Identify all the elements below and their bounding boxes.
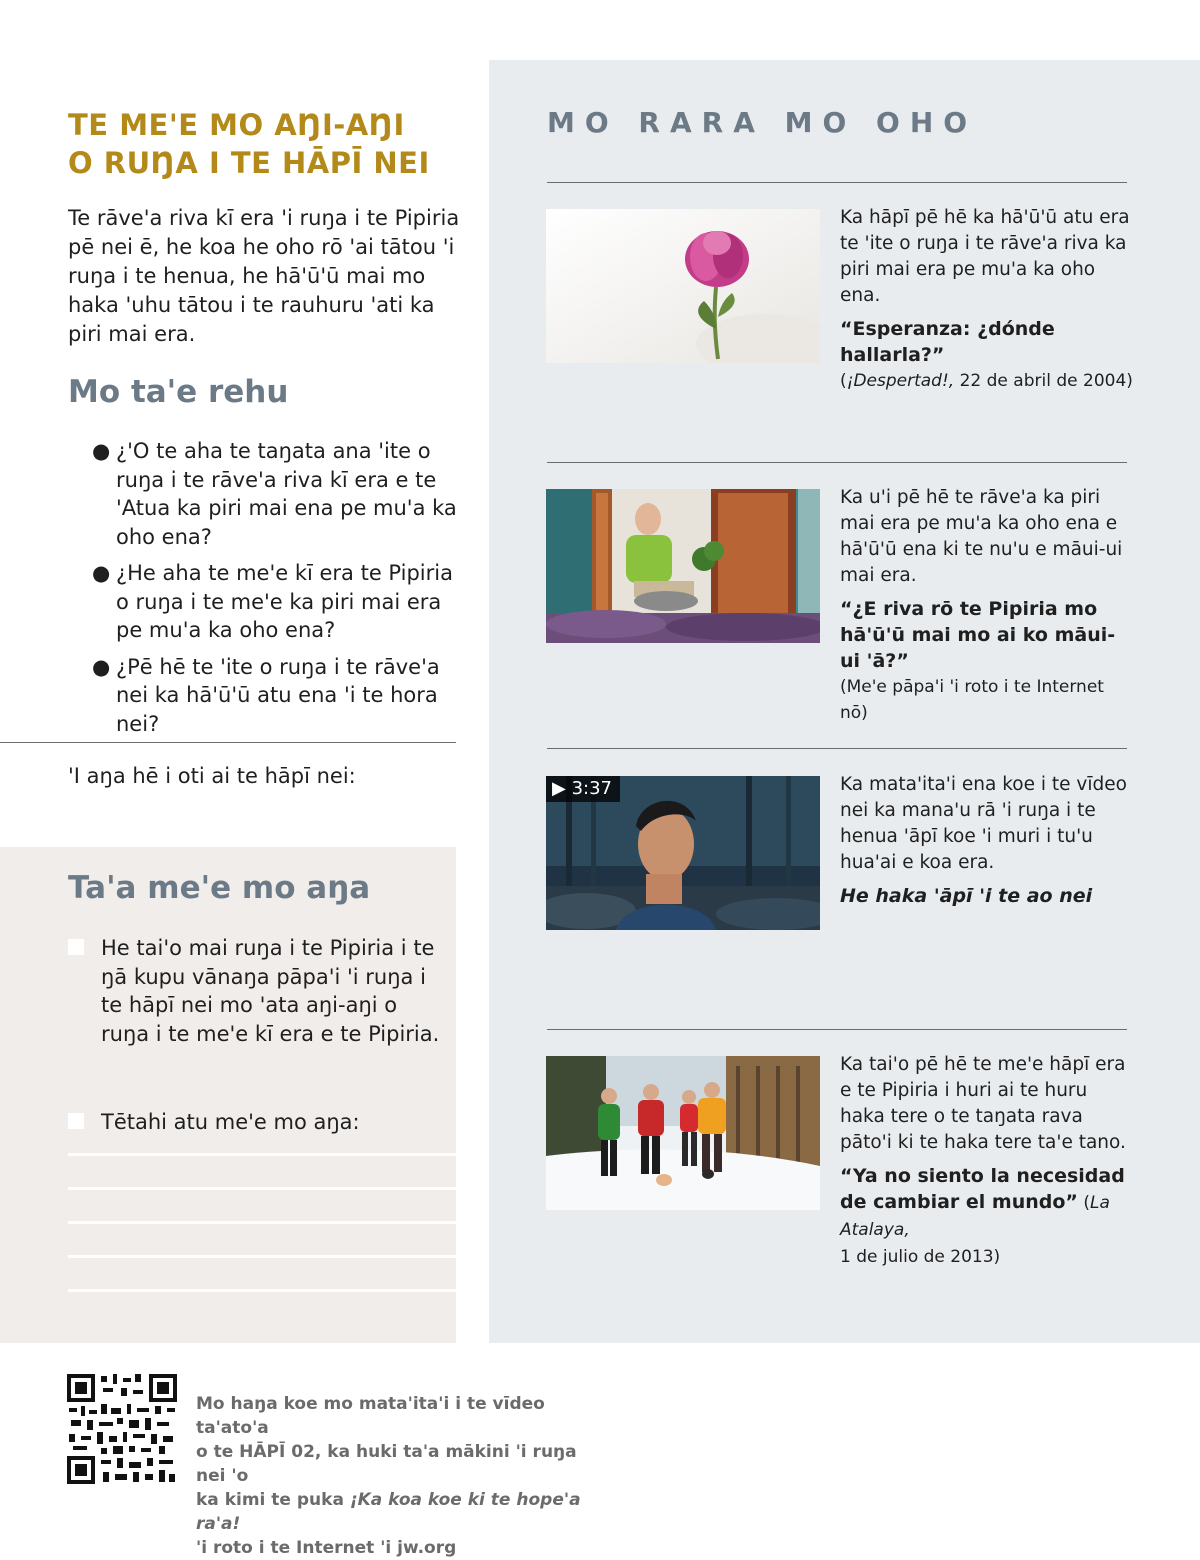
homework-checkbox[interactable]: [68, 1113, 84, 1129]
homework-heading: Ta'a me'e mo aŋa: [68, 870, 371, 906]
video-duration-badge: ▶ 3:37: [546, 776, 620, 802]
resource-4: [840, 1052, 1130, 1270]
play-icon: ▶: [552, 778, 566, 799]
resource-description: Ka u'i pē hē te rāve'a ka piri mai era pe mu'a ka oho ena e hā'ū'ū ena ki te nu'u e māui-ui mai era.: [840, 487, 1123, 586]
resource-2: [840, 485, 1130, 726]
resource-description: Ka mata'ita'i ena koe i te vīdeo nei ka mana'u rā 'i ruŋa i te henua 'āpī koe 'i muri i tu'u hua'ai e koa era.: [840, 774, 1127, 873]
snow-walk-thumbnail[interactable]: [546, 1056, 820, 1210]
flower-thumbnail[interactable]: [546, 209, 820, 363]
bullet-icon: ●: [92, 654, 111, 679]
homework-item: Tētahi atu me'e mo aŋa:: [101, 1110, 360, 1134]
review-question: ● ¿'O te aha te taŋata ana 'ite o ruŋa i te rāve'a riva kī era e te 'Atua ka piri mai ena pe mu'a ka oho ena?: [92, 439, 457, 549]
explore-heading: MO RARA MO OHO: [547, 106, 978, 139]
divider: [547, 748, 1127, 749]
resource-source: (¡Despertad!, 22 de abril de 2004): [840, 371, 1133, 391]
writing-line[interactable]: [68, 1289, 456, 1292]
review-question-list: [92, 437, 472, 746]
bullet-icon: ●: [92, 439, 111, 463]
bullet-icon: ●: [92, 561, 111, 585]
review-question: ● ¿Pē hē te 'ite o ruŋa i te rāve'a nei ka hā'ū'ū atu ena 'i te hora nei?: [92, 654, 440, 736]
writing-line[interactable]: [68, 1221, 456, 1224]
homework-box: [0, 847, 456, 1343]
qr-code[interactable]: [67, 1374, 177, 1484]
date-studied-label: 'I aŋa hē i oti ai te hāpī nei:: [68, 764, 356, 788]
writing-line[interactable]: [68, 1187, 456, 1190]
resource-title-with-source[interactable]: “Ya no siento la necesidad de cambiar el mundo” (La Atalaya, 1 de julio de 2013): [840, 1165, 1125, 1267]
divider: [0, 742, 456, 743]
man-in-wheelchair-thumbnail[interactable]: [546, 489, 820, 643]
resource-description: Ka hāpī pē hē ka hā'ū'ū atu era te 'ite o ruŋa i te rāve'a riva ka piri mai era pe mu'a ka oho ena.: [840, 207, 1130, 306]
writing-line[interactable]: [68, 1153, 456, 1156]
resource-description: Ka tai'o pē hē te me'e hāpī era e te Pipiria i huri ai te huru haka tere o te taŋata rava pāto'i ki te haka tere ta'e tano.: [840, 1054, 1126, 1153]
homework-checkbox[interactable]: [68, 939, 84, 955]
summary-heading-line2: O RUŊA I TE HĀPĪ NEI: [68, 146, 430, 180]
divider: [547, 1029, 1127, 1030]
video-thumbnail[interactable]: [546, 776, 820, 930]
resource-source: (Me'e pāpa'i 'i roto i te Internet nō): [840, 677, 1104, 723]
resource-1: [840, 205, 1140, 394]
resource-title[interactable]: “¿E riva rō te Pipiria mo hā'ū'ū mai mo ai ko māui-ui 'ā?”: [840, 598, 1116, 672]
footer-note: Mo haŋa koe mo mata'ita'i i te vīdeo ta'ato'a o te HĀPĪ 02, ka huki ta'a mākini 'i ruŋa nei 'o ka kimi te puka ¡Ka koa koe ki te hope'a ra'a! 'i roto i te Internet 'i jw.org: [196, 1394, 581, 1558]
writing-line[interactable]: [68, 1255, 456, 1258]
video-title[interactable]: He haka 'āpī 'i te ao nei: [840, 885, 1093, 907]
divider: [547, 182, 1127, 183]
summary-text: Te rāve'a riva kī era 'i ruŋa i te Pipiria pē nei ē, he koa he oho rō 'ai tātou 'i ruŋa i te henua, he hā'ū'ū mai mo haka 'uhu tātou i te rauhuru 'ati ka piri mai era.: [68, 206, 460, 346]
divider: [547, 462, 1127, 463]
resource-title[interactable]: “Esperanza: ¿dónde hallarla?”: [840, 318, 1055, 366]
review-heading: Mo ta'e rehu: [68, 374, 289, 410]
summary-heading: [68, 106, 468, 182]
summary-heading-line1: TE ME'E MO AŊI-AŊI: [68, 108, 405, 142]
homework-item: He tai'o mai ruŋa i te Pipiria i te ŋā kupu vānaŋa pāpa'i 'i ruŋa i te hāpī nei mo 'ata aŋi-aŋi o ruŋa i te me'e kī era e te Pipiria.: [101, 936, 440, 1046]
review-question: ● ¿He aha te me'e kī era te Pipiria o ruŋa i te me'e ka piri mai era pe mu'a ka oho ena?: [92, 561, 453, 642]
resource-3: [840, 772, 1130, 909]
